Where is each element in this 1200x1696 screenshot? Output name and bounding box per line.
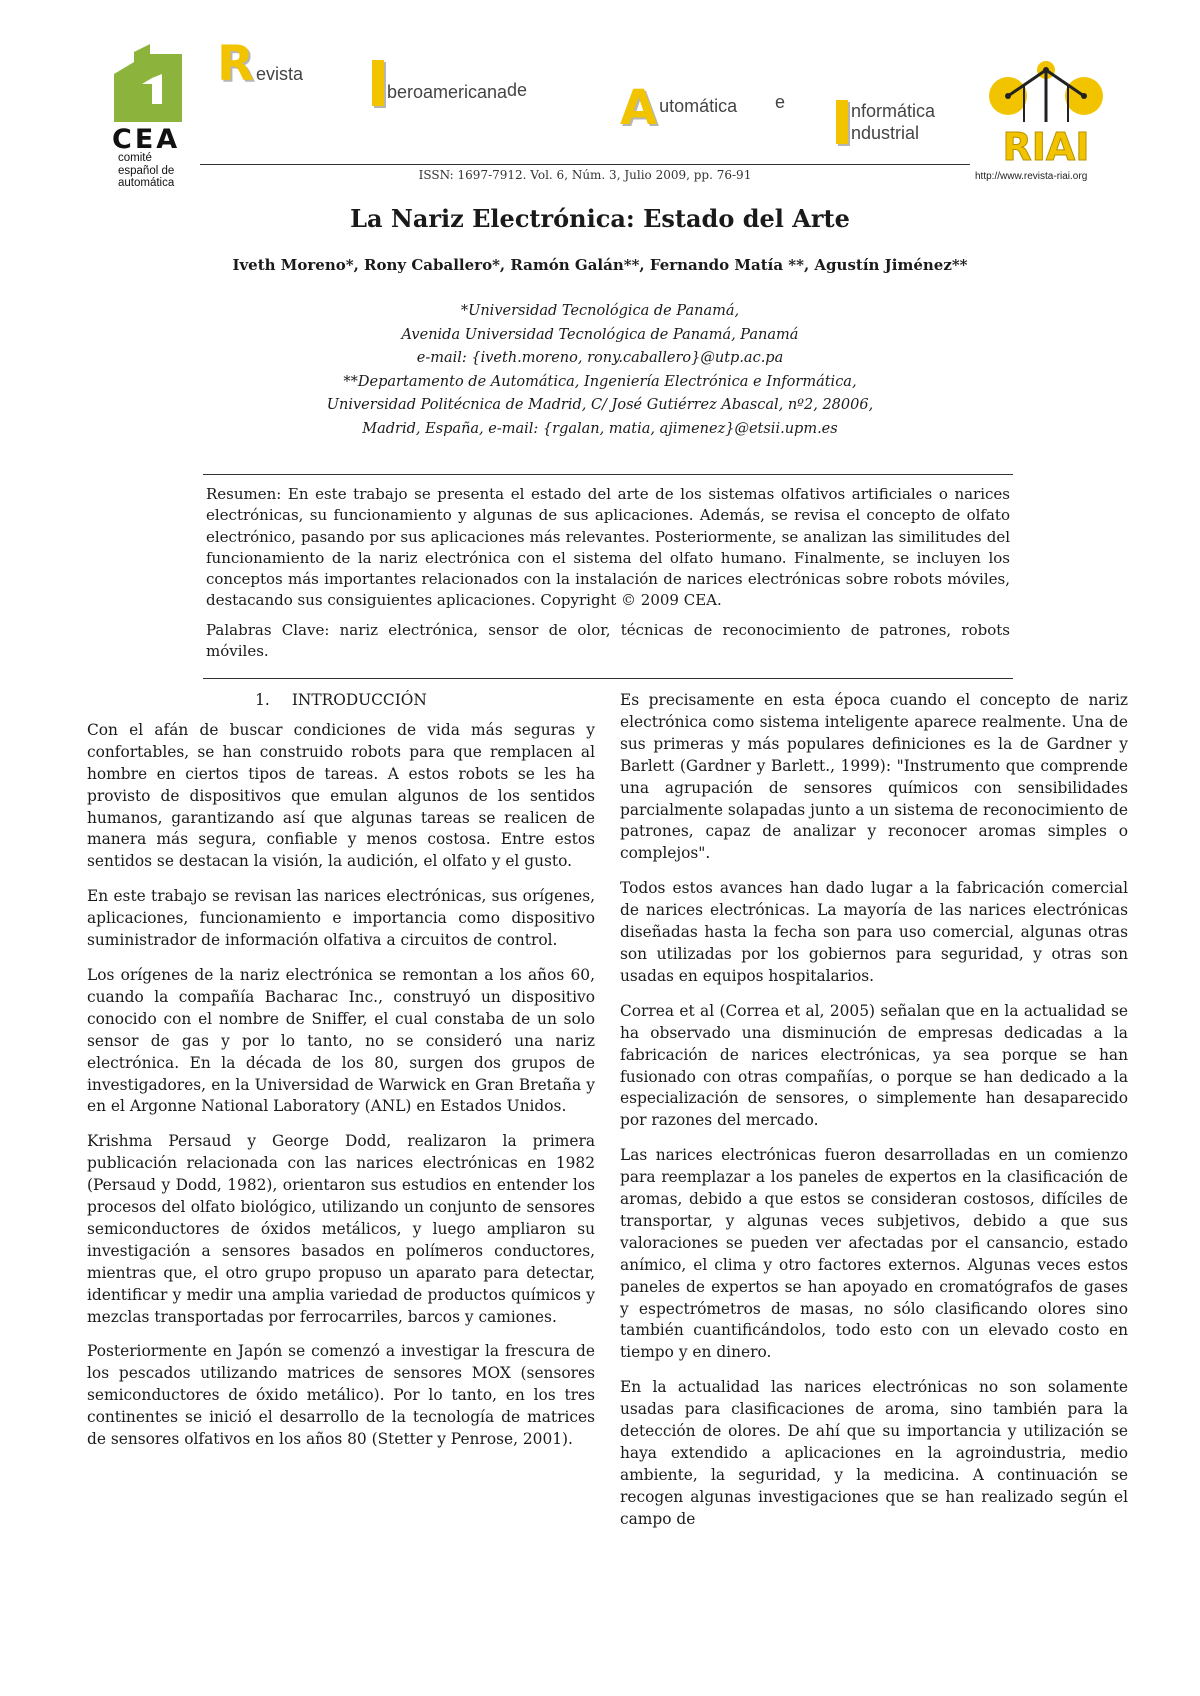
journal-title-word-e: e: [775, 92, 786, 112]
journal-website-link[interactable]: http://www.revista-riai.org: [975, 171, 1088, 182]
paragraph: Con el afán de buscar condiciones de vida más seguras y confortables, se han construido robots para que remplacen al hombre en ciertos tipos de tareas. A estos robots se les ha provisto de dispositivos que emulan algunos de los sentidos humanos, garantizando así que algunas tareas se realicen de manera más segura, confiable y menos costosa. Entre estos sentidos se destacan la visión, la audición, el olfato y el gusto.: [87, 720, 595, 871]
journal-title-word-informatica-industrial: nformática ndustrial: [836, 100, 935, 144]
journal-title-initial-i-2: [836, 100, 848, 144]
paragraph: Los orígenes de la nariz electrónica se remontan a los años 60, cuando la compañía Bacharac Inc., construyó un dispositivo conocido con el nombre de Sniffer, el cual constaba de un solo sensor de gas y por lo tanto, no se consideró una nariz electrónica. En la década de los 80, surgen dos grupos de investigadores, en la Universidad de Warwick en Gran Bretaña y en el Argonne National Laboratory (ANL) en Estados Unidos.: [87, 965, 595, 1116]
paragraph: En la actualidad las narices electrónicas no son solamente usadas para clasificaciones de aroma, sino también para la detección de olores. De ahí que su importancia y utilización se haya extendido a aplicaciones en la agroindustria, medio ambiente, la seguridad, y la medicina. A continuación se recogen algunas investigaciones que se han realizado según el campo de: [620, 1378, 1128, 1528]
paragraph: Las narices electrónicas fueron desarrolladas en un comienzo para reemplazar a los paneles de expertos en la clasificación de aromas, debido a que estos se consideran costosos, difíciles de transportar, y algunas veces subjetivos, debido a que sus valoraciones se pueden ver afectadas por el cansancio, estado anímico, el clima y otro factores externos. Algunas veces estos paneles de expertos se han apoyado en cromatógrafos de gases y espectrómetros de masas, no sólo clasificando olores sino también cuantificándolos, todo esto con un elevado costo en tiempo y en dinero.: [620, 1146, 1128, 1362]
header-rule: [200, 164, 970, 165]
paragraph: Todos estos avances han dado lugar a la fabricación comercial de narices electrónicas. La mayoría de las narices electrónicas diseñadas hasta la fecha son para uso comercial, algunas otras son utilizadas por los gobiernos para seguridad, y otras son usadas en equipos hospitalarios.: [620, 879, 1128, 985]
keywords: Palabras Clave: nariz electrónica, sensor de olor, técnicas de reconocimiento de patrones, robots móviles.: [206, 620, 1010, 661]
journal-title-word-iberoamericana: beroamericana: [372, 60, 507, 106]
riai-logo: [986, 56, 1106, 166]
riai-acronym: RIAI: [1002, 125, 1090, 166]
paragraph: Posteriormente en Japón se comenzó a investigar la frescura de los pescados utilizando matrices de sensores MOX (sensores semiconductores de óxido metálico). Por lo tanto, en los tres continentes se inició el desarrollo de la tecnología de matrices de sensores olfativos en los años 80 (Stetter y Penrose, 2001).: [87, 1342, 595, 1449]
affiliation-email: Madrid, España, e-mail: {rgalan, matia, ajimenez}@etsii.upm.es: [362, 420, 838, 437]
journal-title-initial-i: [372, 60, 384, 106]
section-heading: 1. INTRODUCCIÓN: [255, 691, 427, 709]
author-list: Iveth Moreno*, Rony Caballero*, Ramón Galán**, Fernando Matía **, Agustín Jiménez**: [232, 256, 968, 274]
journal-title-word-automatica: A utomática: [620, 80, 738, 136]
affiliation-line: Universidad Politécnica de Madrid, C/ José Gutiérrez Abascal, nº2, 28006,: [326, 397, 874, 414]
paragraph: Es precisamente en esta época cuando el concepto de nariz electrónica como sistema inteligente aparece realmente. Una de sus primeras y más populares definiciones es la de Gardner y Barlett (Gardner y Barlett., 1999): "Instrumento que comprende una agrupación de sensores químicos con sensibilidades parcialmente solapadas junto a un sistema de reconocimiento de patrones, capaz de analizar y reconocer aromas simples o complejos".: [620, 691, 1128, 863]
affiliation-line: **Departamento de Automática, Ingeniería Electrónica e Informática,: [343, 373, 857, 390]
paragraph: Correa et al (Correa et al, 2005) señalan que en la actualidad se ha observado una disminución de empresas dedicadas a la fabricación de narices electrónicas, ya sea porque se han fusionado con otras compañías, o porque se han dedicado a la especialización de sensores, o simplemente han desaparecido por razones del mercado.: [620, 1001, 1128, 1130]
abstract-block: [206, 484, 1010, 662]
issn-line: ISSN: 1697-7912. Vol. 6, Núm. 3, Julio 2009, pp. 76-91: [418, 168, 752, 182]
cea-subtitle: comité español de automática: [118, 152, 175, 189]
cea-acronym: CEA: [112, 124, 181, 155]
affiliation-line: *Universidad Tecnológica de Panamá,: [460, 303, 740, 319]
paragraph: Krishma Persaud y George Dodd, realizaron la primera publicación relacionada con las narices electrónicas en 1982 (Persaud y Dodd, 1982), orientaron sus estudios en entender los procesos del olfato biológico, utilizando un conjunto de sensores semiconductores de óxidos metálicos, y luego ampliaron su investigación a sensores basados en polímeros conductores, mientras que, el otro grupo propuso un aparato para detectar, identificar y medir una amplia variedad de productos químicos y mezclas transportadas por ferrocarriles, barcos y camiones.: [87, 1132, 595, 1326]
affiliation-line: Avenida Universidad Tecnológica de Panamá, Panamá: [401, 326, 799, 343]
right-column: [620, 690, 1128, 1544]
abstract-text: Resumen: En este trabajo se presenta el estado del arte de los sistemas olfativos artificiales o narices electrónicas, su funcionamiento y algunas de sus aplicaciones. Además, se revisa el concepto de olfato electrónico, pasando por sus aplicaciones más relevantes. Posteriormente, se analizan las similitudes del funcionamiento de la nariz electrónica con el sistema del olfato humano. Finalmente, se incluyen los conceptos más importantes relacionados con la instalación de narices electrónicas sobre robots móviles, destacando sus consiguientes aplicaciones. Copyright © 2009 CEA.: [206, 485, 1010, 610]
journal-title-word-de: de: [507, 80, 528, 100]
left-column: [87, 690, 595, 1464]
affiliations: [0, 300, 1200, 442]
journal-title-word-revista: R evista: [217, 36, 303, 92]
paragraph: En este trabajo se revisan las narices electrónicas, sus orígenes, aplicaciones, funcionamiento e importancia como dispositivo suministrador de información olfativa a circuitos de control.: [87, 887, 595, 950]
affiliation-email: e-mail: {iveth.moreno, rony.caballero}@utp.ac.pa: [416, 350, 784, 367]
article-title: La Nariz Electrónica: Estado del Arte: [350, 204, 850, 233]
abstract-rule-bottom: [203, 678, 1013, 679]
abstract-rule-top: [203, 474, 1013, 475]
